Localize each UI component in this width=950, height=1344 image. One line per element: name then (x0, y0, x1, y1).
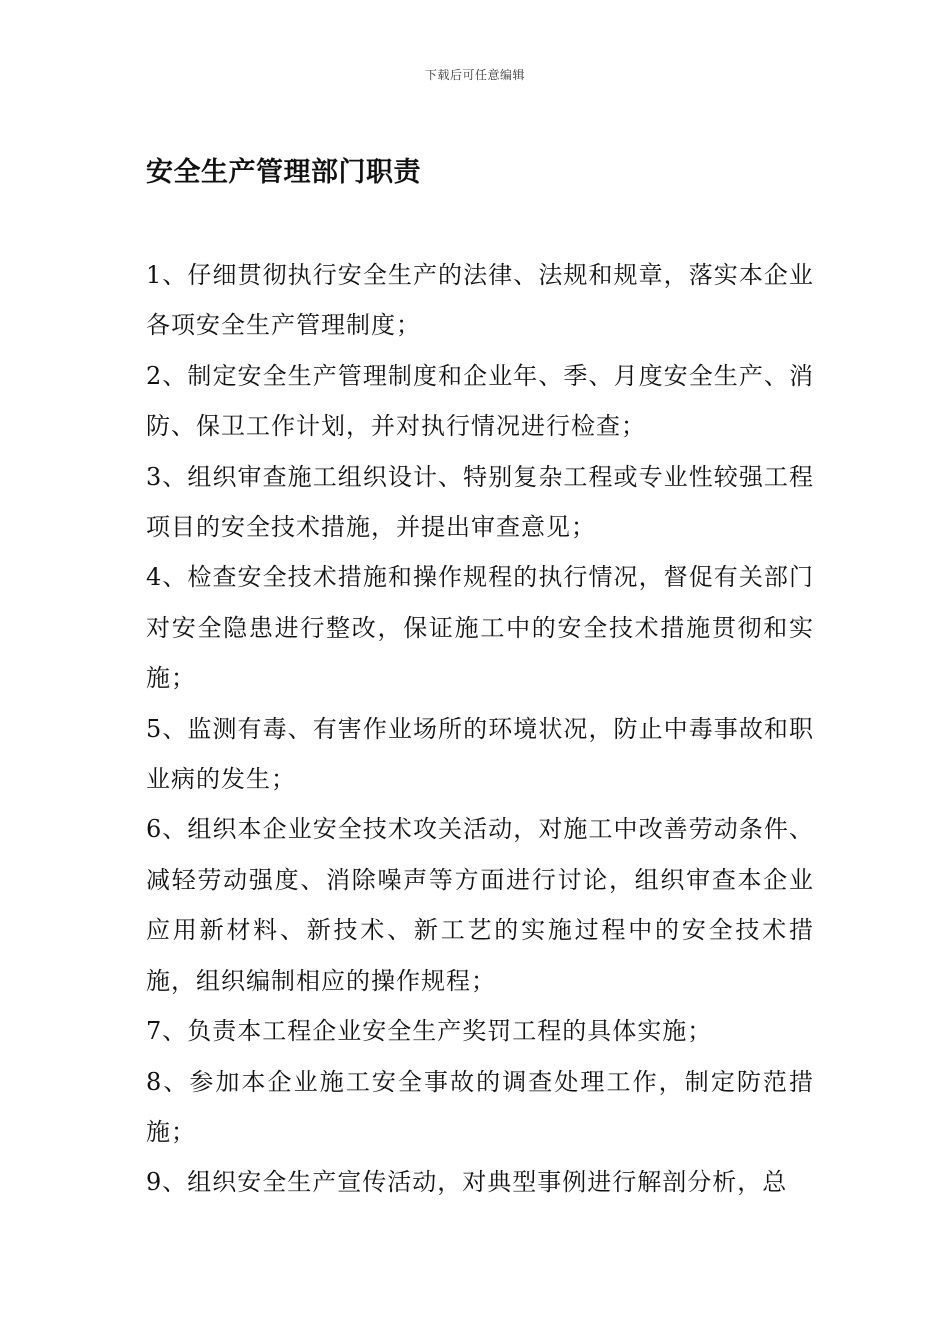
page-header-note: 下载后可任意编辑 (424, 68, 525, 82)
list-item: 3、组织审查施工组织设计、特别复杂工程或专业性较强工程项目的安全技术措施，并提出审查意见； (146, 462, 814, 542)
list-item: 2、制定安全生产管理制度和企业年、季、月度安全生产、消防、保卫工作计划，并对执行情况进行检查； (146, 361, 814, 441)
document-title: 安全生产管理部门职责 (146, 157, 421, 188)
list-item: 7、负责本工程企业安全生产奖罚工程的具体实施； (146, 1017, 713, 1046)
list-item: 8、参加本企业施工安全事故的调查处理工作，制定防范措施； (146, 1067, 814, 1146)
list-item: 6、组织本企业安全技术攻关活动，对施工中改善劳动条件、减轻劳动强度、消除噪声等方面进行讨论，组织审查本企业应用新材料、新技术、新工艺的实施过程中的安全技术措施，组织编制相应的操作规程； (146, 815, 814, 995)
list-item: 9、组织安全生产宣传活动，对典型事例进行解剖分析，总 (146, 1168, 788, 1197)
list-item: 4、检查安全技术措施和操作规程的执行情况，督促有关部门对安全隐患进行整改，保证施工中的安全技术措施贯彻和实施； (146, 563, 814, 693)
list-item: 1、仔细贯彻执行安全生产的法律、法规和规章，落实本企业各项安全生产管理制度； (146, 261, 814, 340)
responsibility-list (146, 250, 814, 1208)
list-item: 5、监测有毒、有害作业场所的环境状况，防止中毒事故和职业病的发生； (146, 714, 814, 794)
